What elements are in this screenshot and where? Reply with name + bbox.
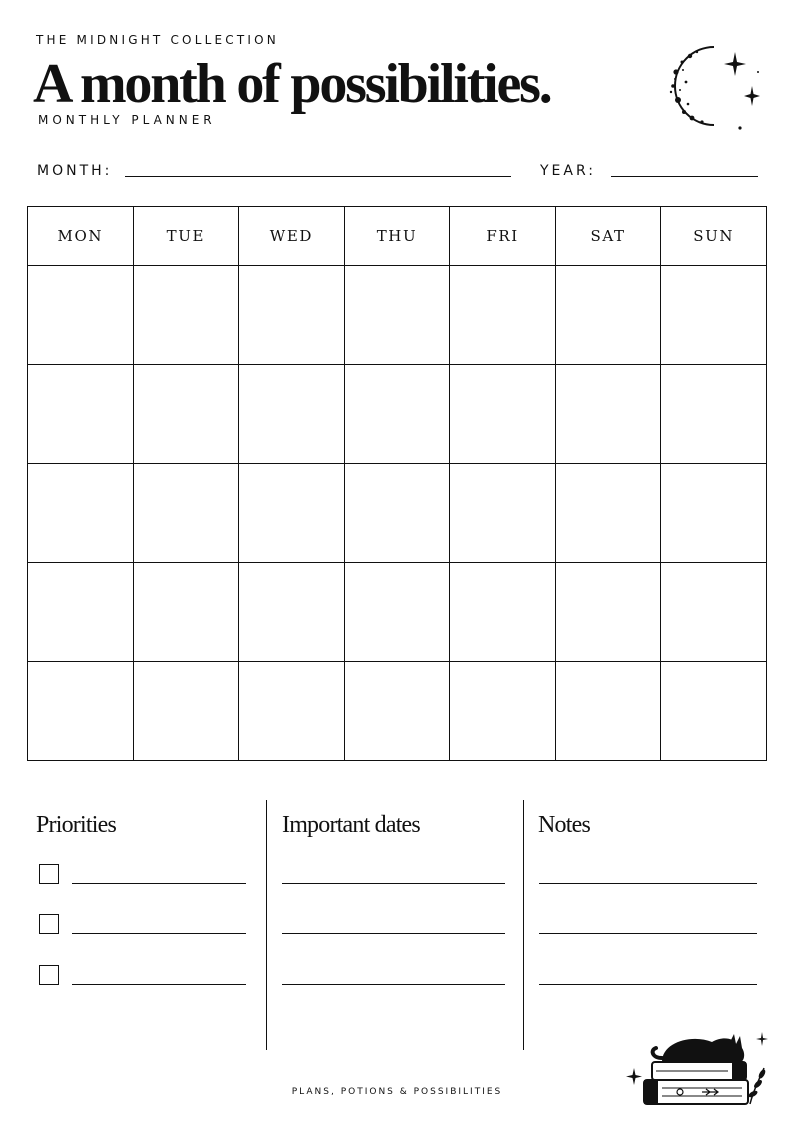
important-date-line[interactable]	[282, 933, 505, 934]
calendar-week-row	[28, 464, 767, 563]
priority-line[interactable]	[72, 883, 246, 884]
calendar-day-cell[interactable]	[555, 563, 661, 662]
year-label: YEAR:	[540, 163, 596, 179]
weekday-header-row	[28, 207, 767, 266]
weekday-fri: FRI	[450, 207, 556, 266]
notes-line[interactable]	[539, 883, 757, 884]
calendar-day-cell[interactable]	[450, 464, 556, 563]
calendar-day-cell[interactable]	[344, 365, 450, 464]
calendar-day-cell[interactable]	[28, 365, 134, 464]
weekday-thu: THU	[344, 207, 450, 266]
priority-line[interactable]	[72, 933, 246, 934]
calendar-day-cell[interactable]	[28, 662, 134, 761]
priorities-heading: Priorities	[36, 812, 116, 838]
notes-heading: Notes	[538, 812, 590, 838]
calendar-week-row	[28, 266, 767, 365]
priority-checkbox[interactable]	[39, 914, 59, 934]
priority-checkbox[interactable]	[39, 864, 59, 884]
calendar-day-cell[interactable]	[28, 266, 134, 365]
month-field[interactable]	[125, 176, 511, 177]
calendar-day-cell[interactable]	[133, 266, 239, 365]
calendar-body	[28, 266, 767, 761]
calendar-day-cell[interactable]	[555, 464, 661, 563]
section-divider	[266, 800, 267, 1050]
calendar-day-cell[interactable]	[450, 365, 556, 464]
calendar-day-cell[interactable]	[239, 662, 345, 761]
priority-checkbox[interactable]	[39, 965, 59, 985]
important-date-line[interactable]	[282, 984, 505, 985]
calendar-day-cell[interactable]	[28, 464, 134, 563]
planner-subtitle: MONTHLY PLANNER	[38, 113, 216, 127]
priority-line[interactable]	[72, 984, 246, 985]
crescent-moon-icon	[664, 42, 764, 134]
calendar-day-cell[interactable]	[344, 464, 450, 563]
year-field[interactable]	[611, 176, 758, 177]
calendar-day-cell[interactable]	[661, 365, 767, 464]
calendar-week-row	[28, 365, 767, 464]
calendar-day-cell[interactable]	[661, 563, 767, 662]
footer-tagline: PLANS, POTIONS & POSSIBILITIES	[291, 1087, 503, 1097]
calendar-day-cell[interactable]	[239, 266, 345, 365]
calendar-day-cell[interactable]	[661, 662, 767, 761]
cat-on-books-icon	[622, 1028, 772, 1112]
calendar-day-cell[interactable]	[133, 563, 239, 662]
calendar-day-cell[interactable]	[661, 266, 767, 365]
calendar-day-cell[interactable]	[239, 464, 345, 563]
calendar-day-cell[interactable]	[239, 563, 345, 662]
calendar-day-cell[interactable]	[555, 266, 661, 365]
weekday-sun: SUN	[661, 207, 767, 266]
calendar-day-cell[interactable]	[344, 563, 450, 662]
calendar-day-cell[interactable]	[555, 365, 661, 464]
calendar-day-cell[interactable]	[661, 464, 767, 563]
notes-line[interactable]	[539, 984, 757, 985]
calendar-day-cell[interactable]	[239, 365, 345, 464]
weekday-sat: SAT	[555, 207, 661, 266]
weekday-wed: WED	[239, 207, 345, 266]
calendar-week-row	[28, 662, 767, 761]
calendar-day-cell[interactable]	[133, 365, 239, 464]
calendar-day-cell[interactable]	[450, 662, 556, 761]
calendar-day-cell[interactable]	[555, 662, 661, 761]
calendar-week-row	[28, 563, 767, 662]
calendar-day-cell[interactable]	[28, 563, 134, 662]
calendar-day-cell[interactable]	[133, 464, 239, 563]
calendar-day-cell[interactable]	[450, 266, 556, 365]
month-label: MONTH:	[37, 163, 113, 179]
calendar-day-cell[interactable]	[344, 266, 450, 365]
collection-kicker: THE MIDNIGHT COLLECTION	[36, 33, 279, 47]
calendar-day-cell[interactable]	[133, 662, 239, 761]
notes-line[interactable]	[539, 933, 757, 934]
weekday-tue: TUE	[133, 207, 239, 266]
calendar-grid	[27, 206, 767, 761]
weekday-mon: MON	[28, 207, 134, 266]
calendar-day-cell[interactable]	[450, 563, 556, 662]
important-dates-heading: Important dates	[282, 812, 420, 838]
page-title: A month of possibilities.	[33, 53, 551, 115]
section-divider	[523, 800, 524, 1050]
important-date-line[interactable]	[282, 883, 505, 884]
calendar-day-cell[interactable]	[344, 662, 450, 761]
